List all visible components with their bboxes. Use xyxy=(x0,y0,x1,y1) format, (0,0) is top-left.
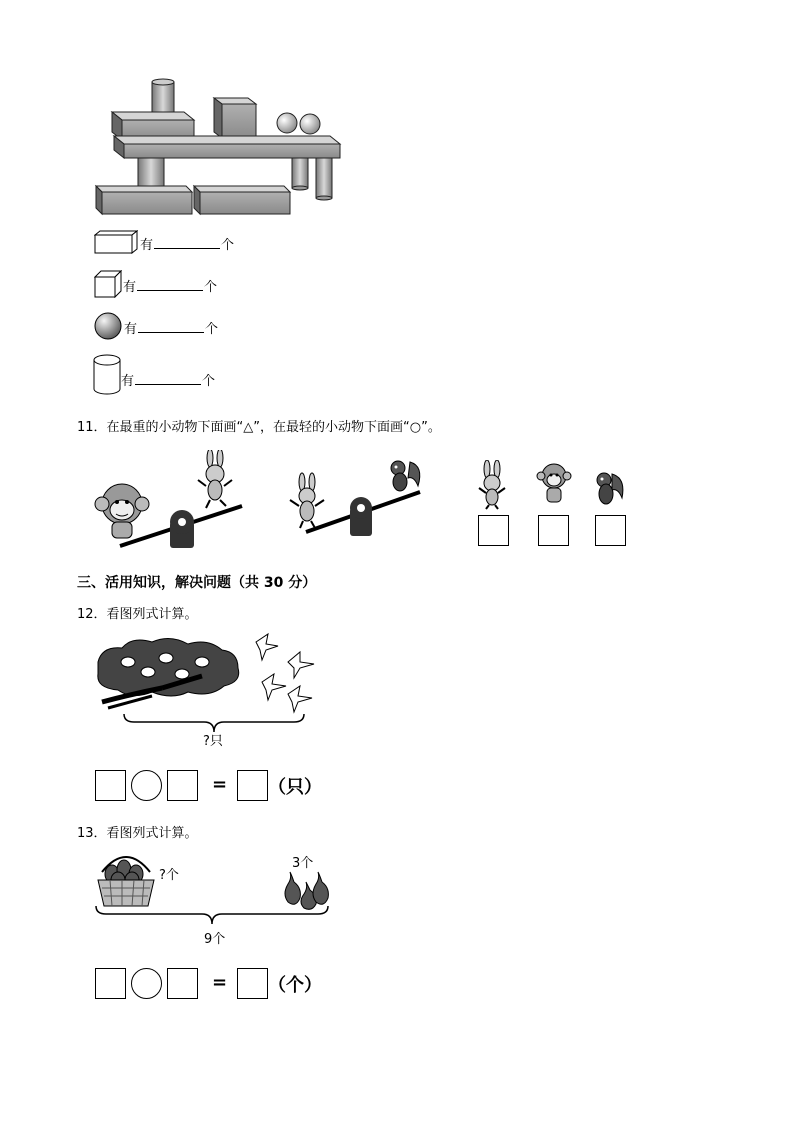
equals-sign: = xyxy=(212,972,228,993)
operator-circle[interactable] xyxy=(131,770,162,801)
answer-blank[interactable] xyxy=(137,278,203,291)
pears-label: 3个 xyxy=(292,856,314,871)
equation-box-2[interactable] xyxy=(167,770,198,801)
cuboid-icon xyxy=(94,230,138,254)
question-11-text: 11．在最重的小动物下面画“△”，在最轻的小动物下面画“○”。 xyxy=(77,420,441,435)
answer-blank[interactable] xyxy=(154,236,220,249)
answer-blank[interactable] xyxy=(135,372,201,385)
building-blocks-figure xyxy=(92,76,352,220)
brace-bracket xyxy=(94,904,330,926)
rabbit-icon xyxy=(290,473,324,528)
pear-basket-icon xyxy=(94,846,158,910)
answer-blank[interactable] xyxy=(138,320,204,333)
total-label: 9个 xyxy=(204,932,226,947)
squirrel-icon xyxy=(594,470,626,508)
equals-sign: = xyxy=(212,774,228,795)
shape-count-row-cylinder: 有 个 xyxy=(121,374,216,389)
brace-label-total: ?只 xyxy=(203,734,223,749)
shape-count-row-cube: 有 个 xyxy=(123,280,218,295)
seesaw-rabbit-squirrel xyxy=(282,456,424,542)
section-3-title: 三、活用知识，解决问题（共 30 分） xyxy=(77,575,317,591)
equation-result-box[interactable] xyxy=(237,968,268,999)
unit-label: （只） xyxy=(268,777,322,798)
cylinder-icon xyxy=(92,354,122,396)
operator-circle[interactable] xyxy=(131,968,162,999)
equation-box-1[interactable] xyxy=(95,968,126,999)
rabbit-icon xyxy=(474,460,510,510)
cube-icon xyxy=(94,270,122,298)
answer-box-monkey[interactable] xyxy=(538,515,569,546)
question-12-text: 12．看图列式计算。 xyxy=(77,607,198,622)
basket-label: ?个 xyxy=(159,868,179,883)
equation-box-2[interactable] xyxy=(167,968,198,999)
question-13-text: 13．看图列式计算。 xyxy=(77,826,198,841)
monkey-icon xyxy=(536,462,572,506)
equation-result-box[interactable] xyxy=(237,770,268,801)
sphere-icon xyxy=(94,312,122,340)
shape-count-row-cuboid: 有 个 xyxy=(140,238,235,253)
rabbit-icon xyxy=(198,450,232,508)
equation-box-1[interactable] xyxy=(95,770,126,801)
answer-box-squirrel[interactable] xyxy=(595,515,626,546)
squirrel-icon xyxy=(391,461,420,491)
answer-box-rabbit[interactable] xyxy=(478,515,509,546)
seesaw-monkey-rabbit xyxy=(92,450,252,554)
monkey-icon xyxy=(95,484,149,538)
shape-count-row-sphere: 有 个 xyxy=(124,322,219,337)
unit-label: （个） xyxy=(268,975,322,996)
